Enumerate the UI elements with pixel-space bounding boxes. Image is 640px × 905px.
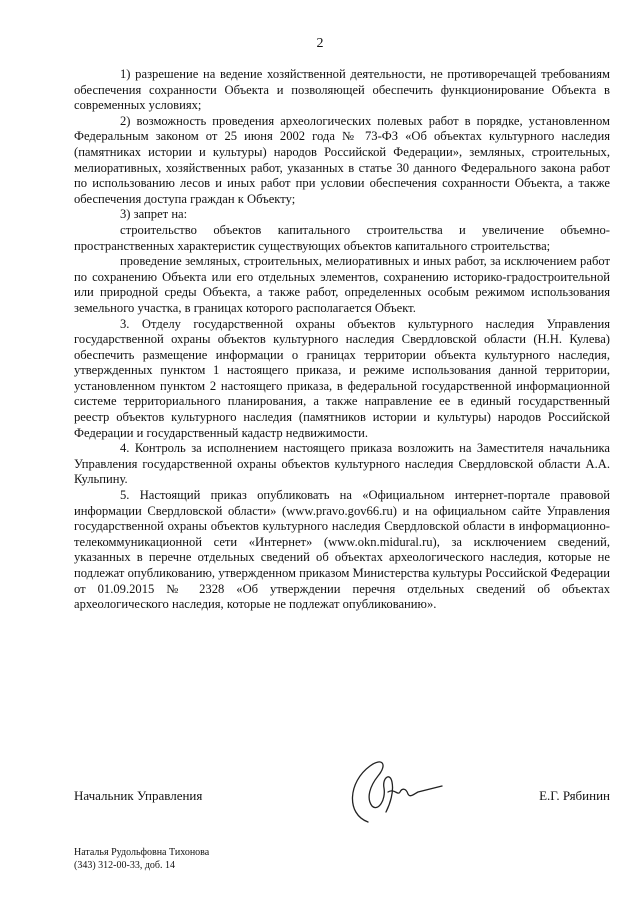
footer-author: Наталья Рудольфовна Тихонова: [74, 847, 210, 858]
handwritten-signature: [338, 752, 468, 832]
paragraph-8: 5. Настоящий приказ опубликовать на «Официальном интернет-портале правовой информации Свердловской области» (www.pravo.gov66.ru) и на официальном сайте Управления государственной охраны объектов культурного наследия Свердловской области в информационно-телекоммуникационной сети «Интернет» (www.okn.midural.ru), за исключением сведений, указанных в перечне отдельных сведений об объектах археологического наследия, которые не подлежат опубликованию, утвержденном приказом Министерства культуры Российской Федерации от 01.09.2015 № 2328 «Об утверждении перечня отдельных сведений об объектах археологического наследия, которые не подлежат опубликованию».: [74, 488, 610, 612]
paragraph-6: 3. Отделу государственной охраны объектов культурного наследия Управления государственной охраны объектов культурного наследия Свердловской области (Н.Н. Кулева) обеспечить размещение информации о границах территории объекта культурного наследия, утвержденных пунктом 1 настоящего приказа, и режиме использования данной территории, установленном пунктом 2 настоящего приказа, в федеральной государственной информационной системе территориального планирования, а также направление ее в единый государственный реестр объектов культурного наследия (памятников истории и культуры) народов Российской Федерации и государственный кадастр недвижимости.: [74, 316, 610, 440]
page-number: 2: [316, 36, 324, 51]
paragraph-3: 3) запрет на:: [120, 207, 188, 222]
document-body: [74, 67, 610, 613]
paragraph-2: 2) возможность проведения археологических полевых работ в порядке, установленном Федеральным законом от 25 июня 2002 года № 73-ФЗ «Об объектах культурного наследия (памятниках истории и культуры) народов Российской Федерации», земляных, строительных, мелиоративных, хозяйственных работ, указанных в статье 30 данного Федерального закона работ по использованию лесов и иных работ при условии обеспечения сохранности Объекта, а также обеспечения доступа граждан к Объекту;: [74, 113, 610, 206]
footer-contact: [74, 846, 209, 872]
signatory-name: Е.Г. Рябинин: [539, 788, 610, 803]
footer-phone: (343) 312-00-33, доб. 14: [74, 860, 175, 871]
signatory-title: Начальник Управления: [74, 788, 203, 803]
paragraph-1: 1) разрешение на ведение хозяйственной деятельности, не противоречащей требованиям обеспечения сохранности Объекта и позволяющей обеспечить функционирование Объекта в современных условиях;: [74, 67, 610, 113]
paragraph-7: 4. Контроль за исполнением настоящего приказа возложить на Заместителя начальника Управления государственной охраны объектов культурного наследия Свердловской области А.А. Кульпину.: [74, 441, 610, 487]
paragraph-5: проведение земляных, строительных, мелиоративных и иных работ, за исключением работ по сохранению Объекта или его отдельных элементов, сохранению историко-градостроительной или природной среды Объекта, а также работ, определенных особым режимом использования земельного участка, в границах которого располагается Объект.: [74, 254, 610, 315]
paragraph-4: строительство объектов капитального строительства и увеличение объемно-пространственных характеристик существующих объектов капитального строительства;: [74, 222, 610, 253]
